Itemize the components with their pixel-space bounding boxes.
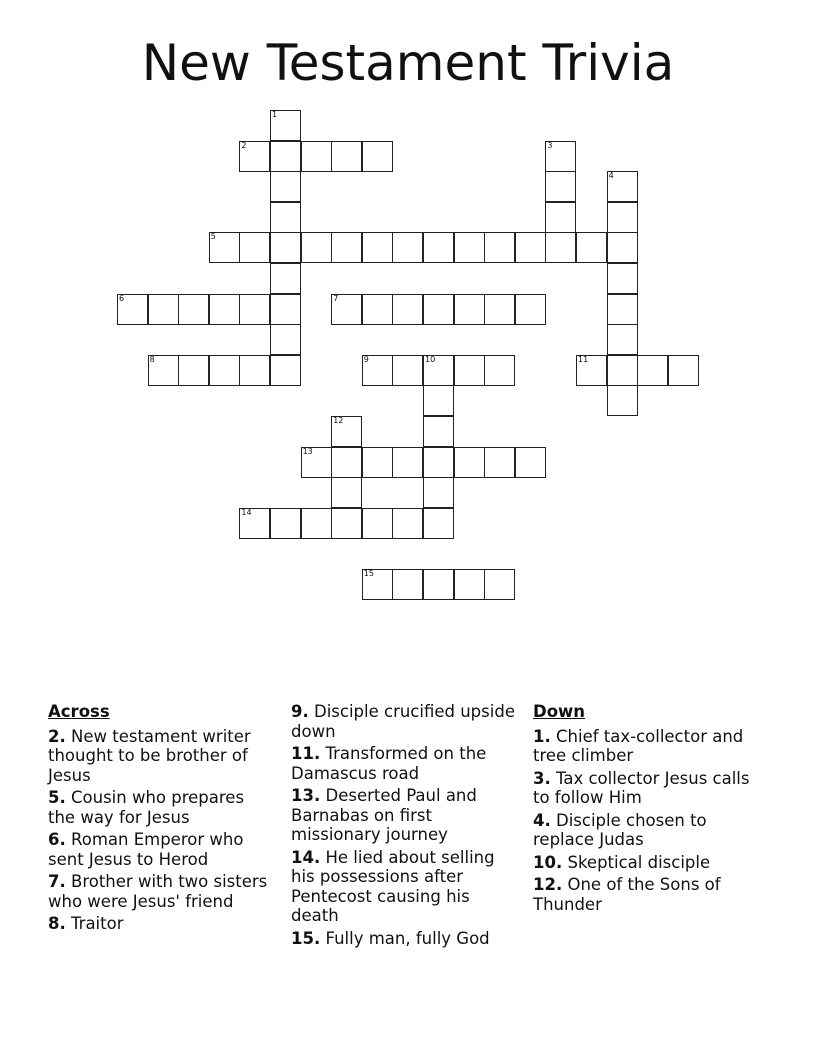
grid-cell[interactable] [148,355,179,386]
grid-cell[interactable] [607,171,638,202]
grid-cell[interactable] [331,141,362,172]
clue-number: 6 [119,293,125,303]
grid-cell[interactable] [331,447,362,478]
clue-number: 11 [578,354,589,364]
grid-cell[interactable] [392,294,423,325]
grid-cell[interactable] [209,355,240,386]
grid-cell[interactable] [392,569,423,600]
clue-across-2: 2. New testament writer thought to be brother of Jesus [48,726,251,785]
grid-cell[interactable] [301,508,332,539]
grid-cell[interactable] [362,508,393,539]
grid-cell[interactable] [607,232,638,263]
grid-cell[interactable] [239,294,270,325]
clue-number: 4 [608,171,614,181]
grid-cell[interactable] [423,447,454,478]
grid-cell[interactable] [515,447,546,478]
grid-cell[interactable] [392,447,423,478]
grid-cell[interactable] [423,232,454,263]
grid-cell[interactable] [270,294,301,325]
grid-cell[interactable] [362,355,393,386]
clue-number: 7 [333,293,339,303]
grid-cell[interactable] [362,447,393,478]
grid-cell[interactable] [454,294,485,325]
grid-cell[interactable] [392,508,423,539]
grid-cell[interactable] [668,355,699,386]
grid-cell[interactable] [545,171,576,202]
clue-number: 3 [547,140,553,150]
grid-cell[interactable] [423,569,454,600]
grid-cell[interactable] [270,141,301,172]
grid-cell[interactable] [331,232,362,263]
grid-cell[interactable] [484,447,515,478]
grid-cell[interactable] [301,232,332,263]
clue-down-4: 4. Disciple chosen to replace Judas [533,810,707,849]
grid-cell[interactable] [607,202,638,233]
grid-cell[interactable] [576,355,607,386]
clue-number: 14 [241,507,252,517]
clue-across-15: 15. Fully man, fully God [291,928,490,948]
grid-cell[interactable] [148,294,179,325]
clue-column-2 [291,702,519,951]
clue-number: 9 [363,354,369,364]
clue-down-1: 1. Chief tax-collector and tree climber [533,726,744,765]
clue-number: 15 [363,569,374,578]
grid-cell[interactable] [607,355,638,386]
grid-cell[interactable] [607,324,638,355]
grid-cell[interactable] [270,355,301,386]
grid-cell[interactable] [607,385,638,416]
clue-across-5: 5. Cousin who prepares the way for Jesus [48,788,245,827]
grid-cell[interactable] [239,355,270,386]
grid-cell[interactable] [270,232,301,263]
grid-cell[interactable] [515,294,546,325]
grid-cell[interactable] [331,477,362,508]
clue-down-12: 12. One of the Sons of Thunder [533,875,721,914]
grid-cell[interactable] [484,569,515,600]
clue-number: 10 [425,354,436,364]
clue-down-10: 10. Skeptical disciple [533,852,711,872]
grid-cell[interactable] [484,294,515,325]
puzzle-title: New Testament Trivia [141,34,675,92]
grid-cell[interactable] [607,294,638,325]
grid-cell[interactable] [331,294,362,325]
grid-cell[interactable] [209,232,240,263]
clue-number: 5 [210,232,216,242]
clue-across-7: 7. Brother with two sisters who were Jesus' friend [48,872,268,911]
grid-cell[interactable] [454,355,485,386]
grid-cell[interactable] [331,508,362,539]
clue-across-9: 9. Disciple crucified upside down [291,702,515,741]
clue-column-1 [48,702,270,937]
grid-cell[interactable] [423,385,454,416]
grid-cell[interactable] [515,232,546,263]
grid-cell[interactable] [331,416,362,447]
grid-cell[interactable] [545,141,576,172]
grid-cell[interactable] [239,141,270,172]
down-heading: Down [533,702,586,721]
grid-cell[interactable] [270,171,301,202]
grid-cell[interactable] [637,355,668,386]
grid-cell[interactable] [484,232,515,263]
grid-cell[interactable] [362,294,393,325]
grid-cell[interactable] [117,294,148,325]
grid-cell[interactable] [423,294,454,325]
clue-across-11: 11. Transformed on the Damascus road [291,744,487,783]
clue-number: 13 [302,446,313,456]
across-heading: Across [48,702,110,721]
grid-cell[interactable] [484,355,515,386]
clue-number: 12 [333,416,344,425]
grid-cell[interactable] [423,508,454,539]
grid-cell[interactable] [545,232,576,263]
grid-cell[interactable] [454,447,485,478]
clue-number: 1 [272,110,278,119]
clue-across-8: 8. Traitor [48,914,124,933]
grid-cell[interactable] [239,508,270,539]
clue-number: 8 [149,354,155,364]
clue-number: 2 [241,140,247,150]
grid-cell[interactable] [576,232,607,263]
grid-cell[interactable] [270,202,301,233]
grid-cell[interactable] [454,569,485,600]
clue-down-3: 3. Tax collector Jesus calls to follow Him [533,768,750,807]
grid-cell[interactable] [423,355,454,386]
grid-cell[interactable] [607,263,638,294]
grid-cell[interactable] [209,294,240,325]
grid-cell[interactable] [270,324,301,355]
grid-cell[interactable] [301,141,332,172]
grid-cell[interactable] [423,416,454,447]
clue-across-14: 14. He lied about selling his possessions after Pentecost causing his death [291,847,495,925]
grid-cell[interactable] [301,447,332,478]
grid-cell[interactable] [392,355,423,386]
grid-cell[interactable] [270,263,301,294]
grid-cell[interactable] [545,202,576,233]
grid-cell[interactable] [178,355,209,386]
clue-across-6: 6. Roman Emperor who sent Jesus to Herod [48,830,244,869]
grid-cell[interactable] [454,232,485,263]
grid-cell[interactable] [392,232,423,263]
clue-column-3 [533,702,757,917]
clue-across-13: 13. Deserted Paul and Barnabas on first missionary journey [291,786,477,844]
grid-cell[interactable] [423,477,454,508]
grid-cell[interactable] [362,232,393,263]
grid-cell[interactable] [178,294,209,325]
grid-cell[interactable] [270,508,301,539]
grid-cell[interactable] [362,569,393,600]
grid-cell[interactable] [270,110,301,141]
grid-cell[interactable] [362,141,393,172]
grid-cell[interactable] [239,232,270,263]
